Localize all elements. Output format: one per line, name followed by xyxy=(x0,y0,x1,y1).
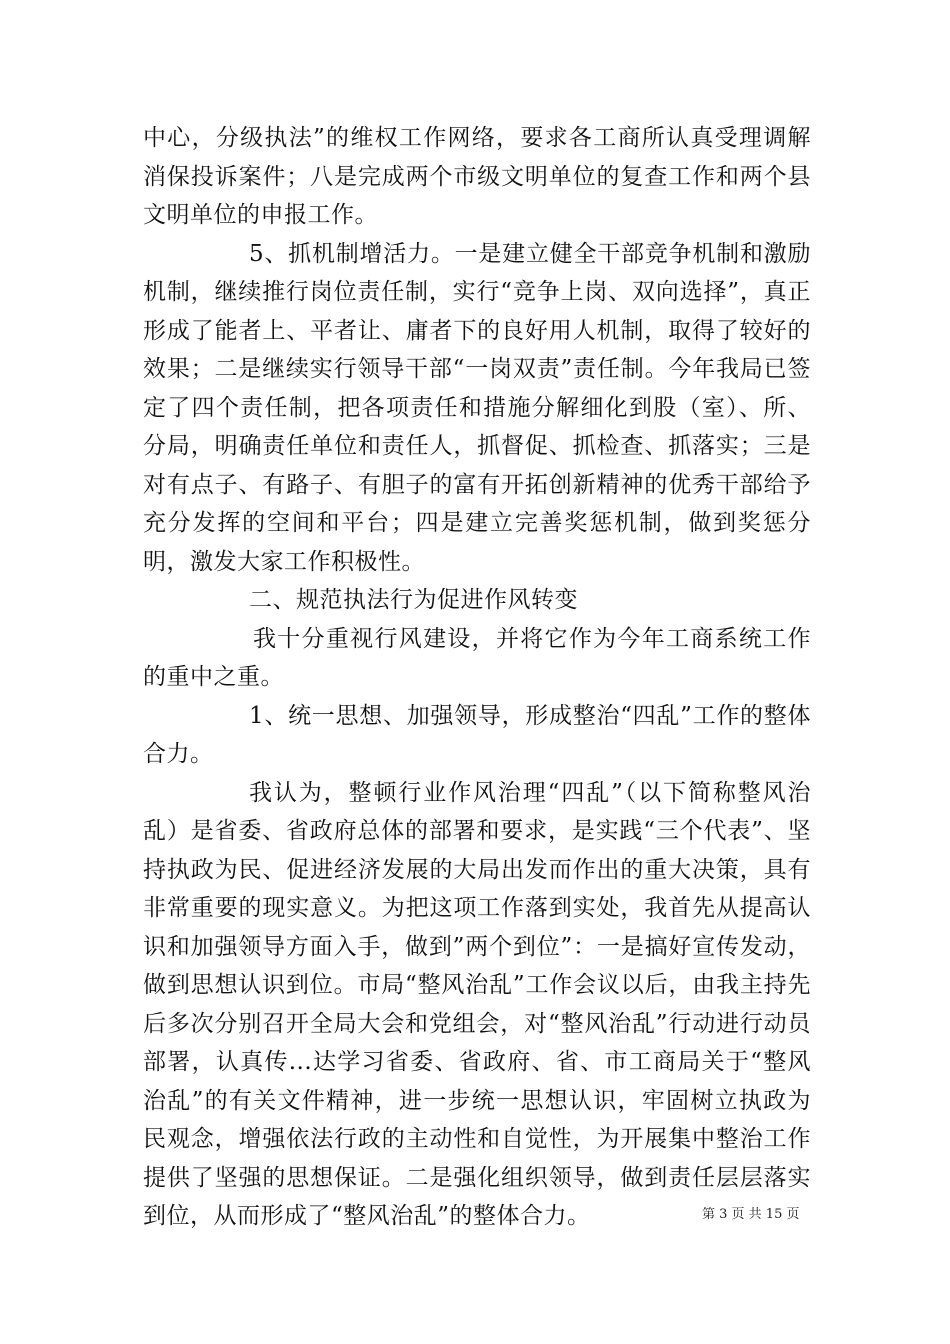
paragraph-continued: 中心，分级执法”的维权工作网络，要求各工商所认真受理调解消保投诉案件；八是完成两个市级文明单位的复查工作和两个县文明单位的申报工作。 xyxy=(143,125,811,228)
paragraph-rectification: 我认为，整顿行业作风治理“四乱”（以下简称整风治乱）是省委、省政府总体的部署和要求，是实践“三个代表”、坚持执政为民、促进经济发展的大局出发而作出的重大决策，具有非常重要的现实意义。为把这项工作落到实处，我首先从提高认识和加强领导方面入手，做到”两个到位”：一是搞好宣传发动，做到思想认识到位。市局“整风治乱”工作会议以后，由我主持先后多次分别召开全局大会和党组会，对“整风治乱”行动进行动员部署，认真传...达学习省委、省政府、省、市工商局关于“整风治乱”的有关文件精神，进一步统一思想认识，牢固树立执政为民观念，增强依法行政的主动性和自觉性，为开展集中整治工作提供了坚强的思想保证。二是强化组织领导，做到责任层层落实到位，从而形成了“整风治乱”的整体合力。 xyxy=(143,779,811,1229)
subheading-unify: 1、统一思想、加强领导，形成整治“四乱”工作的整体合力。 xyxy=(143,702,811,767)
paragraph-conduct: 我十分重视行风建设，并将它作为今年工商系统工作的重中之重。 xyxy=(143,625,811,690)
section-heading: 二、规范执法行为促进作风转变 xyxy=(249,587,578,613)
document-body xyxy=(143,119,811,1236)
page-number: 第 3 页 共 15 页 xyxy=(702,1207,800,1222)
paragraph-mechanism: 5、抓机制增活力。一是建立健全干部竞争机制和激励机制，继续推行岗位责任制，实行“竞争上岗、双向选择”，真正形成了能者上、平者让、庸者下的良好用人机制，取得了较好的效果；二是继续实行领导干部“一岗双责”责任制。今年我局已签定了四个责任制，把各项责任和措施分解细化到股（室）、所、分局，明确责任单位和责任人，抓督促、抓检查、抓落实；三是对有点子、有路子、有胆子的富有开拓创新精神的优秀干部给予充分发挥的空间和平台；四是建立完善奖惩机制，做到奖惩分明，激发大家工作积极性。 xyxy=(143,240,811,575)
